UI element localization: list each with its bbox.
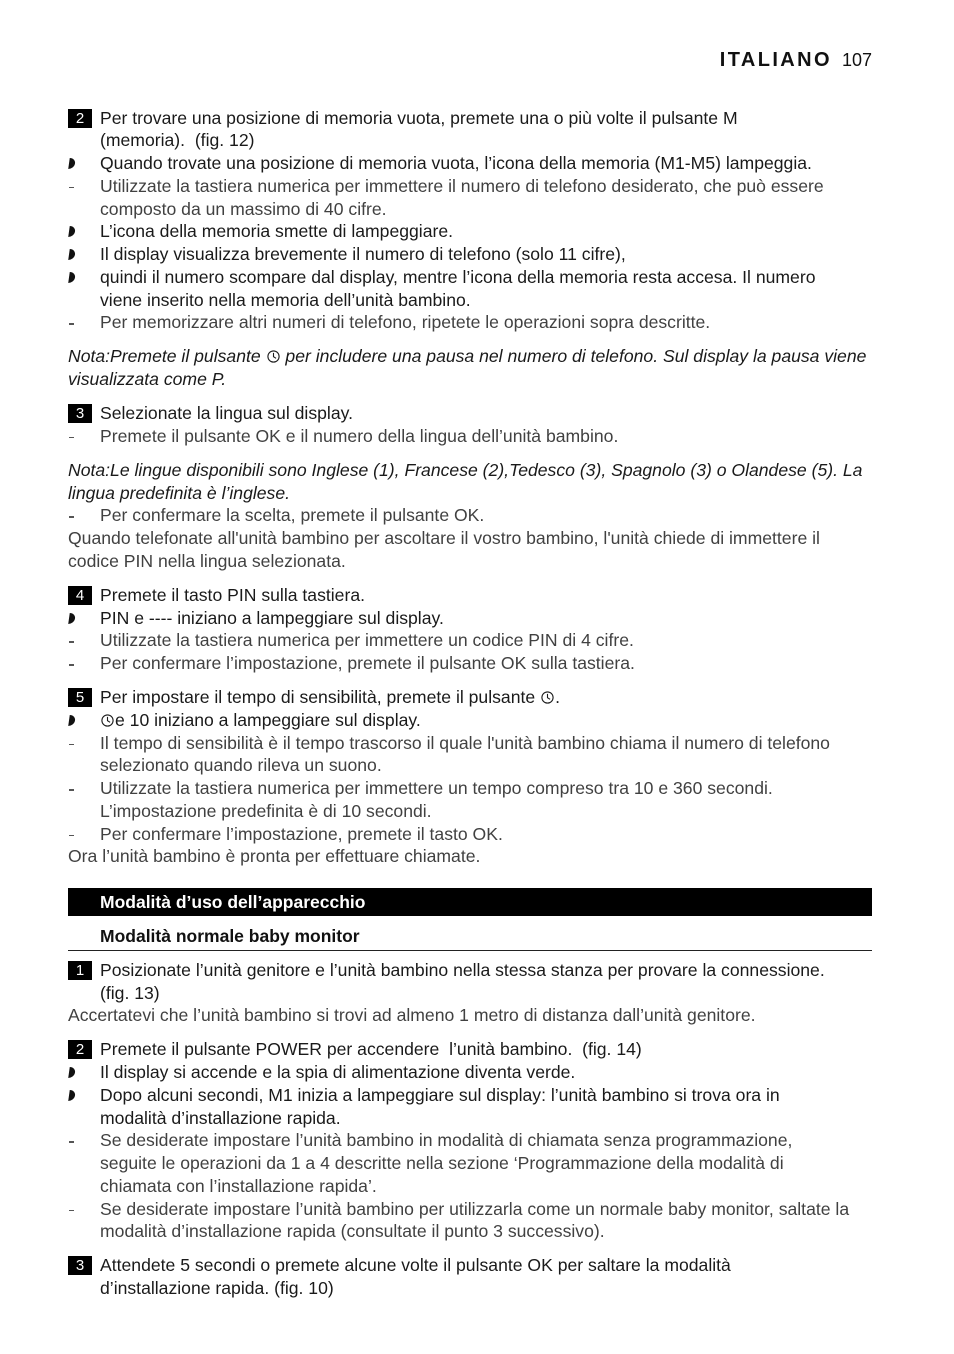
text-line: d’installazione rapida. (fig. 10) <box>100 1278 334 1299</box>
sub-instruction <box>68 732 872 778</box>
paragraph-group <box>68 584 872 675</box>
timer-icon <box>541 691 554 704</box>
text-line: Quando telefonate all'unità bambino per ascoltare il vostro bambino, l'unità chiede di immettere il <box>68 528 820 549</box>
step-instruction <box>68 686 872 709</box>
page-number: 107 <box>841 50 872 70</box>
step-number-badge: 2 <box>68 109 92 128</box>
step-number-badge: 1 <box>68 961 92 980</box>
half-circle-bullet-icon <box>68 1067 76 1078</box>
subsection-heading: Modalità normale baby monitor <box>68 925 872 952</box>
page-header <box>720 47 872 73</box>
text-line: composto da un massimo di 40 cifre. <box>100 198 387 219</box>
text-line: (memoria). (fig. 12) <box>100 130 255 151</box>
text-line: (fig. 13) <box>100 982 160 1003</box>
text-line: Utilizzate la tastiera numerica per immettere il numero di telefono desiderato, che può essere <box>100 175 824 196</box>
half-circle-bullet-icon <box>68 158 76 169</box>
step-instruction <box>68 959 872 1005</box>
text-line: Utilizzate la tastiera numerica per immettere un codice PIN di 4 cifre. <box>100 630 634 651</box>
sub-instruction <box>68 1129 872 1197</box>
body-paragraph <box>68 845 872 868</box>
step-instruction <box>68 107 872 153</box>
result-item <box>68 266 872 312</box>
usage-section <box>68 888 872 1300</box>
step-instruction <box>68 1038 872 1061</box>
text-line: Selezionate la lingua sul display. <box>100 403 353 424</box>
text-segment: e 10 iniziano a lampeggiare sul display. <box>115 709 421 730</box>
text-line: L’icona della memoria smette di lampeggiare. <box>100 221 454 242</box>
text-line: PIN e ---- iniziano a lampeggiare sul display. <box>100 607 444 628</box>
dash-bullet-icon <box>69 323 74 325</box>
text-line: Per confermare l’impostazione, premete il pulsante OK sulla tastiera. <box>100 653 635 674</box>
sub-instruction <box>68 1198 872 1244</box>
text-line: Per confermare l’impostazione, premete il tasto OK. <box>100 823 503 844</box>
step-number-badge: 5 <box>68 688 92 707</box>
text-line: L’impostazione predefinita è di 10 secondi. <box>100 800 432 821</box>
text-line: Per trovare una posizione di memoria vuota, premete una o più volte il pulsante M <box>100 107 738 128</box>
text-line: Utilizzate la tastiera numerica per immettere un tempo compreso tra 10 e 360 secondi. <box>100 778 773 799</box>
note <box>68 459 872 505</box>
half-circle-bullet-icon <box>68 1090 76 1101</box>
dash-bullet-icon <box>69 664 74 666</box>
text-line: Accertatevi che l’unità bambino si trovi ad almeno 1 metro di distanza dall’unità genitore. <box>68 1005 756 1026</box>
dash-bullet-icon <box>69 187 74 189</box>
text-segment: . <box>555 687 560 708</box>
text-line: Premete il tasto PIN sulla tastiera. <box>100 584 365 605</box>
text-line: chiamata con l’installazione rapida’. <box>100 1175 377 1196</box>
step-number-badge: 3 <box>68 404 92 423</box>
dash-bullet-icon <box>69 835 74 837</box>
text-line: Attendete 5 secondi o premete alcune volte il pulsante OK per saltare la modalità <box>100 1255 731 1276</box>
text-line: Ora l’unità bambino è pronta per effettuare chiamate. <box>68 846 481 867</box>
text-line: Se desiderate impostare l’unità bambino per utilizzarla come un normale baby monitor, saltate la <box>100 1198 850 1219</box>
section-title-bar: Modalità d’uso dell’apparecchio <box>68 888 872 916</box>
sub-instruction <box>68 175 872 221</box>
text-line: Premete il pulsante OK e il numero della lingua dell’unità bambino. <box>100 425 619 446</box>
dash-bullet-icon <box>69 744 74 746</box>
result-item <box>68 1084 872 1130</box>
dash-bullet-icon <box>69 789 74 791</box>
paragraph-group <box>68 1038 872 1243</box>
result-item <box>68 607 872 630</box>
sub-instruction <box>68 823 872 846</box>
text-line: Premete il pulsante POWER per accendere l’unità bambino. (fig. 14) <box>100 1039 642 1060</box>
paragraph-group <box>68 402 872 448</box>
paragraph-group <box>68 107 872 335</box>
step-number-badge: 4 <box>68 586 92 605</box>
result-item <box>68 709 872 732</box>
sub-instruction <box>68 311 872 334</box>
sub-instruction <box>68 629 872 652</box>
dash-bullet-icon <box>69 1141 74 1143</box>
half-circle-bullet-icon <box>68 272 76 283</box>
dash-bullet-icon <box>69 437 74 439</box>
text-line: viene inserito nella memoria dell’unità bambino. <box>100 289 471 310</box>
note <box>68 345 872 391</box>
text-line: codice PIN nella lingua selezionata. <box>68 550 346 571</box>
text-line: Il tempo di sensibilità è il tempo trascorso il quale l'unità bambino chiama il numero di telefono <box>100 732 830 753</box>
text-line: Quando trovate una posizione di memoria vuota, l’icona della memoria (M1-M5) lampeggia. <box>100 153 812 174</box>
text-line <box>100 686 872 709</box>
paragraph-group <box>68 686 872 868</box>
text-line: Posizionate l’unità genitore e l’unità bambino nella stessa stanza per provare la connessione. <box>100 959 825 980</box>
dash-bullet-icon <box>69 641 74 643</box>
body-paragraph <box>68 527 872 573</box>
paragraph-group <box>68 459 872 573</box>
text-line: visualizzata come P. <box>68 369 227 390</box>
text-line: Se desiderate impostare l’unità bambino in modalità di chiamata senza programmazione, <box>100 1130 793 1151</box>
sub-instruction <box>68 504 872 527</box>
step-instruction <box>68 584 872 607</box>
body-paragraph <box>68 1004 872 1027</box>
half-circle-bullet-icon <box>68 226 76 237</box>
text-line <box>100 709 872 732</box>
sub-instruction <box>68 777 872 823</box>
sub-instruction <box>68 652 872 675</box>
result-item <box>68 220 872 243</box>
text-line: Il display si accende e la spia di alimentazione diventa verde. <box>100 1062 576 1083</box>
result-item <box>68 152 872 175</box>
half-circle-bullet-icon <box>68 249 76 260</box>
text-line: seguite le operazioni da 1 a 4 descritte nella sezione ‘Programmazione della modalità di <box>100 1153 784 1174</box>
half-circle-bullet-icon <box>68 715 76 726</box>
text-line: Il display visualizza brevemente il numero di telefono (solo 11 cifre), <box>100 244 626 265</box>
text-line: Nota:Le lingue disponibili sono Inglese (1), Francese (2),Tedesco (3), Spagnolo (3) o Olandese (5). La <box>68 459 863 480</box>
text-line: quindi il numero scompare dal display, mentre l’icona della memoria resta accesa. Il numero <box>100 266 816 287</box>
language-label: ITALIANO <box>719 49 832 71</box>
dash-bullet-icon <box>69 516 74 518</box>
text-line: modalità d’installazione rapida. <box>100 1107 341 1128</box>
result-item <box>68 1061 872 1084</box>
step-number-badge: 3 <box>68 1256 92 1275</box>
timer-icon <box>101 714 114 727</box>
text-segment: Nota:Premete il pulsante <box>68 346 266 367</box>
instructions-column <box>68 107 872 869</box>
paragraph-group <box>68 959 872 1027</box>
timer-icon <box>267 350 280 363</box>
text-line: lingua predefinita è l’inglese. <box>68 482 291 503</box>
text-segment: per includere una pausa nel numero di telefono. Sul display la pausa viene <box>280 346 867 367</box>
paragraph-group <box>68 345 872 391</box>
result-item <box>68 243 872 266</box>
step-instruction <box>68 402 872 425</box>
section-body <box>68 959 872 1300</box>
text-line: selezionato quando rileva un suono. <box>100 755 382 776</box>
step-instruction <box>68 1254 872 1300</box>
text-line: Dopo alcuni secondi, M1 inizia a lampeggiare sul display: l’unità bambino si trova ora in <box>100 1084 780 1105</box>
text-line: modalità d’installazione rapida (consultate il punto 3 successivo). <box>100 1221 605 1242</box>
half-circle-bullet-icon <box>68 613 76 624</box>
step-number-badge: 2 <box>68 1040 92 1059</box>
text-line: Per memorizzare altri numeri di telefono, ripetete le operazioni sopra descritte. <box>100 312 711 333</box>
text-line <box>68 345 872 368</box>
paragraph-group <box>68 1254 872 1300</box>
dash-bullet-icon <box>69 1210 74 1212</box>
sub-instruction <box>68 425 872 448</box>
text-segment: Per impostare il tempo di sensibilità, premete il pulsante <box>100 687 541 708</box>
text-line: Per confermare la scelta, premete il pulsante OK. <box>100 505 485 526</box>
